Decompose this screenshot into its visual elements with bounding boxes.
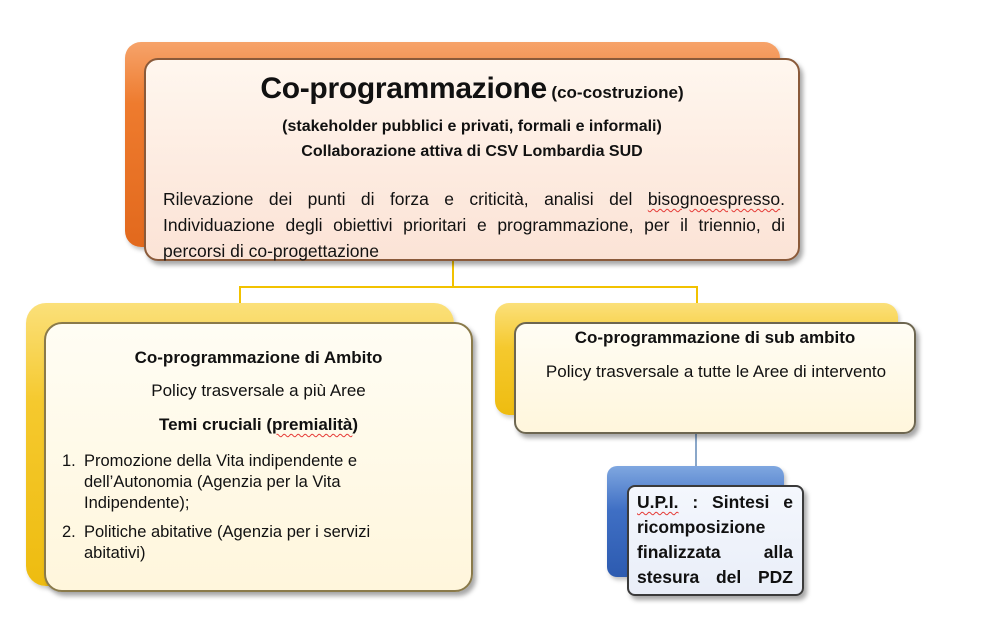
upi-node-card: [627, 485, 804, 596]
main-desc-part2: . Individuazione degli obiettivi prioritari e programmazione, per il triennio, di percorsi di co-progettazione: [163, 189, 785, 261]
connector-to-upi: [695, 433, 697, 467]
main-node-description: [163, 186, 785, 264]
main-node-collaboration: Collaborazione attiva di CSV Lombardia SUD: [301, 143, 643, 160]
main-desc-part1: Rilevazione dei punti di forza e criticità, analisi del: [163, 189, 648, 209]
upi-flagged-word: U.P.I.: [637, 492, 679, 512]
left-node-heading: Co-programmazione di Ambito: [134, 348, 383, 367]
list-item-text: Politiche abitative (Agenzia per i servizi abitativi): [84, 523, 371, 562]
list-item: [62, 522, 432, 564]
main-node-subtitle: (co-costruzione): [551, 83, 684, 102]
connector-right-drop: [696, 286, 698, 304]
temi-flagged-word: premialità: [272, 415, 353, 434]
connector-main-stem: [452, 260, 454, 287]
upi-text-rest: : Sintesi e ricomposizione finalizzata alla stesura del PDZ: [637, 492, 793, 587]
main-node-title-line: [146, 72, 798, 106]
upi-node-text: [637, 490, 793, 590]
left-node-list: [62, 451, 432, 572]
main-node-card: [144, 58, 800, 261]
main-node-stakeholders: (stakeholder pubblici e privati, formali e informali): [282, 118, 662, 135]
main-desc-flagged-word: bisognoespresso: [647, 189, 781, 209]
list-item-number: 2.: [62, 523, 76, 541]
temi-label: Temi cruciali (: [158, 415, 273, 434]
right-node-heading: Co-programmazione di sub ambito: [574, 328, 856, 347]
right-node-card: [514, 322, 916, 434]
temi-close: ): [352, 415, 359, 434]
left-node-temi: [46, 415, 471, 435]
connector-left-drop: [239, 286, 241, 304]
left-node-card: [44, 322, 473, 592]
main-node-title: Co-programmazione: [260, 72, 547, 105]
list-item-number: 1.: [62, 452, 76, 470]
right-node-text: Policy trasversale a tutte le Aree di intervento: [545, 362, 887, 381]
left-node-policy: Policy trasversale a più Aree: [151, 381, 366, 400]
list-item-text: Promozione della Vita indipendente e dell’Autonomia (Agenzia per la Vita Indipendente);: [84, 452, 358, 512]
connector-horizontal: [239, 286, 698, 288]
list-item: [62, 451, 432, 514]
